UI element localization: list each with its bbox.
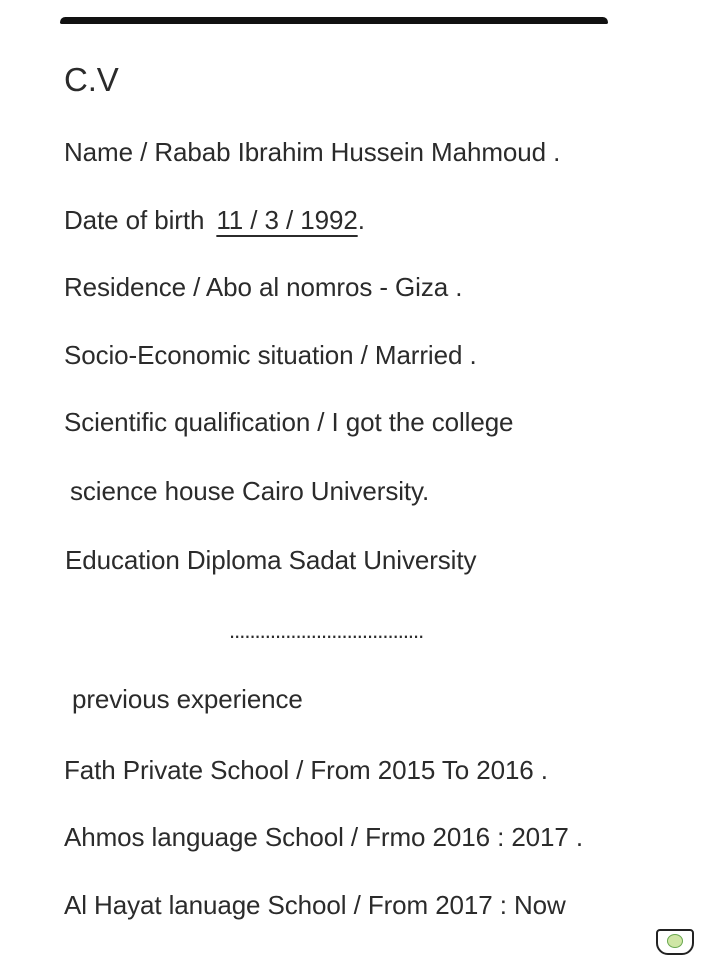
logo-emblem [667,934,683,948]
experience-item: Al Hayat lanuage School / From 2017 : Now [64,890,566,920]
dob-label: Date of birth [64,205,205,235]
experience-item: Fath Private School / From 2015 To 2016 . [64,755,548,785]
residence-line: Residence / Abo al nomros - Giza . [64,272,463,302]
education-line: Education Diploma Sadat University [65,545,477,575]
dob-value: 11 / 3 / 1992 [216,205,358,235]
qualification-line-2: science house Cairo University. [70,476,430,506]
experience-heading: previous experience [72,684,303,714]
name-line: Name / Rabab Ibrahim Hussein Mahmoud . [64,137,561,167]
dotted-separator: ...................................... [229,618,424,643]
qualification-line-1: Scientific qualification / I got the college [64,407,514,437]
top-divider [60,17,608,24]
socio-economic-line: Socio-Economic situation / Married . [64,340,477,370]
dob-suffix: . [357,205,365,235]
document-title: C.V [64,61,119,98]
logo-watermark [656,929,694,955]
date-of-birth-line [64,204,365,236]
experience-item: Ahmos language School / Frmo 2016 : 2017 . [64,822,584,852]
